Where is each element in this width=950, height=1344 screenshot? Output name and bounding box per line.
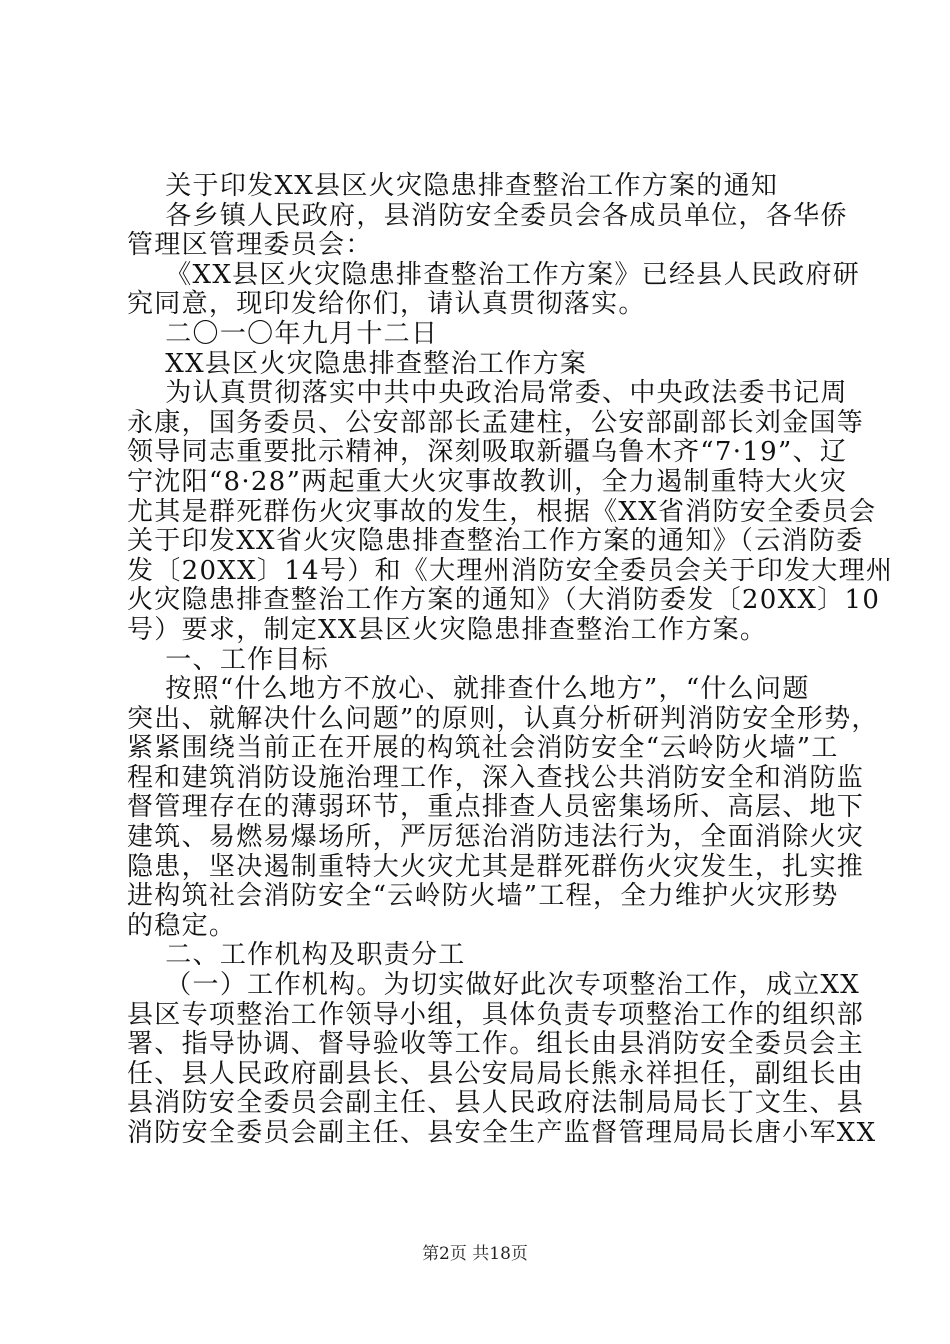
text-line: 署、指导协调、督导验收等工作。组长由县消防安全委员会主: [127, 1029, 865, 1060]
text-line: 关于印发XX省火灾隐患排查整治工作方案的通知》（云消防委: [127, 526, 864, 557]
text-line: 《XX县区火灾隐患排查整治工作方案》已经县人民政府研: [127, 259, 861, 290]
text-line: 消防安全委员会副主任、县安全生产监督管理局局长唐小军XX: [127, 1118, 877, 1148]
text-line: 紧紧围绕当前正在开展的构筑社会消防安全“云岭防火墙”工: [127, 733, 839, 764]
text-line: 为认真贯彻落实中共中央政治局常委、中央政法委书记周: [127, 378, 848, 409]
text-line: 管理区管理委员会：: [127, 230, 373, 261]
text-line: 建筑、易燃易爆场所，严厉惩治消防违法行为，全面消除火灾: [127, 822, 865, 853]
text-line: 永康，国务委员、公安部部长孟建柱，公安部副部长刘金国等: [127, 407, 865, 438]
text-line: 领导同志重要批示精神，深刻吸取新疆乌鲁木齐“7·19”、辽: [127, 437, 848, 468]
text-line: 宁沈阳“8·28”两起重大火灾事故教训，全力遏制重特大火灾: [127, 466, 848, 497]
text-line: 突出、就解决什么问题”的原则，认真分析研判消防安全形势，: [127, 703, 879, 734]
page-number-footer: 第2页 共18页: [422, 1244, 528, 1264]
text-line: 火灾隐患排查整治工作方案的通知》（大消防委发〔20XX〕10: [127, 585, 881, 616]
text-line: 二〇一〇年九月十二日: [127, 318, 439, 349]
text-line: 号）要求，制定XX县区火灾隐患排查整治工作方案。: [127, 614, 768, 645]
text-line: 程和建筑消防设施治理工作，深入查找公共消防安全和消防监: [127, 762, 865, 793]
text-line: 任、县人民政府副县长、县公安局局长熊永祥担任，副组长由: [127, 1058, 865, 1089]
text-line: 发〔20XX〕14号）和《大理州消防安全委员会关于印发大理州: [127, 555, 894, 586]
text-line: （一）工作机构。为切实做好此次专项整治工作，成立XX: [127, 970, 861, 1001]
text-line: 究同意，现印发给你们，请认真贯彻落实。: [127, 289, 646, 320]
text-line: XX县区火灾隐患排查整治工作方案: [127, 348, 588, 379]
text-line: 关于印发XX县区火灾隐患排查整治工作方案的通知: [127, 171, 779, 201]
text-line: 一、工作目标: [127, 644, 330, 675]
text-line: 督管理存在的薄弱环节，重点排查人员密集场所、高层、地下: [127, 792, 865, 823]
text-line: 的稳定。: [127, 910, 237, 941]
document-body: [127, 171, 894, 1149]
text-line: 各乡镇人民政府，县消防安全委员会各成员单位，各华侨: [127, 200, 848, 231]
text-line: 按照“什么地方不放心、就排查什么地方”，“什么问题: [127, 674, 810, 705]
text-line: 二、工作机构及职责分工: [127, 940, 466, 971]
text-line: 县消防安全委员会副主任、县人民政府法制局局长丁文生、县: [127, 1088, 865, 1119]
text-line: 进构筑社会消防安全“云岭防火墙”工程，全力维护火灾形势: [127, 881, 839, 912]
text-line: 尤其是群死群伤火灾事故的发生，根据《XX省消防安全委员会: [127, 496, 877, 527]
text-line: 县区专项整治工作领导小组，具体负责专项整治工作的组织部: [127, 999, 865, 1030]
text-line: 隐患，坚决遏制重特大火灾尤其是群死群伤火灾发生，扎实推: [127, 851, 865, 882]
